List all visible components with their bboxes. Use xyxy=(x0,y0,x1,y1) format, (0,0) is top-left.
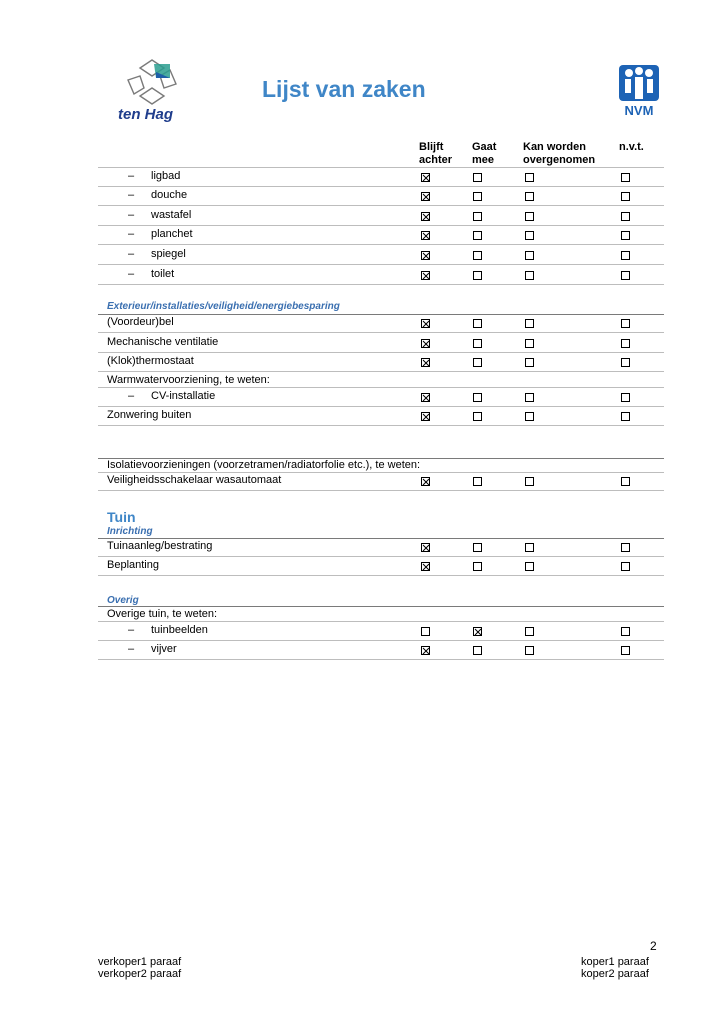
section-heading-tuin: Tuin xyxy=(107,509,136,525)
footer-left xyxy=(98,956,181,980)
checkbox-unchecked[interactable] xyxy=(525,627,534,636)
checkbox-unchecked[interactable] xyxy=(621,173,630,182)
checkbox-unchecked[interactable] xyxy=(525,412,534,421)
cross-mark-icon xyxy=(422,320,431,329)
col-header-line: n.v.t. xyxy=(619,141,644,153)
checkbox-checked[interactable] xyxy=(473,627,482,636)
row-label: ligbad xyxy=(151,170,181,182)
row-label: planchet xyxy=(151,228,193,240)
col-header-line: overgenomen xyxy=(523,154,596,166)
list-dash: – xyxy=(128,209,135,221)
col-header-gaat-mee xyxy=(472,141,496,167)
verkoper2-paraaf: verkoper2 paraaf xyxy=(98,968,182,980)
checkbox-checked[interactable] xyxy=(421,173,430,182)
row-divider xyxy=(98,371,664,372)
checkbox-unchecked[interactable] xyxy=(473,173,482,182)
checkbox-unchecked[interactable] xyxy=(525,543,534,552)
checkbox-unchecked[interactable] xyxy=(525,477,534,486)
col-header-line: Gaat xyxy=(472,141,497,153)
section-label: Exterieur/installaties/veiligheid/energiebesparing xyxy=(107,301,340,312)
checkbox-unchecked[interactable] xyxy=(525,562,534,571)
row-label: spiegel xyxy=(151,248,186,260)
checkbox-unchecked[interactable] xyxy=(621,543,630,552)
row-divider xyxy=(98,659,664,660)
checkbox-checked[interactable] xyxy=(421,358,430,367)
row-label: Isolatievoorzieningen (voorzetramen/radiatorfolie etc.), te weten: xyxy=(107,459,421,471)
list-dash: – xyxy=(128,228,135,240)
checkbox-checked[interactable] xyxy=(421,271,430,280)
section-label: Inrichting xyxy=(107,526,153,537)
koper2-paraaf: koper2 paraaf xyxy=(581,968,649,980)
cross-mark-icon xyxy=(422,213,431,222)
checkbox-unchecked[interactable] xyxy=(621,339,630,348)
checkbox-unchecked[interactable] xyxy=(525,271,534,280)
checkbox-unchecked[interactable] xyxy=(621,358,630,367)
checkbox-unchecked[interactable] xyxy=(473,212,482,221)
section-divider xyxy=(98,538,664,539)
row-label: Overige tuin, te weten: xyxy=(107,608,218,620)
cross-mark-icon xyxy=(422,193,431,202)
row-divider xyxy=(98,332,664,333)
col-header-line: achter xyxy=(419,154,453,166)
col-header-blijft-achter xyxy=(419,141,452,167)
list-dash: – xyxy=(128,268,135,280)
checkbox-unchecked[interactable] xyxy=(473,339,482,348)
row-divider xyxy=(98,575,664,576)
checkbox-unchecked[interactable] xyxy=(473,646,482,655)
header-divider xyxy=(98,167,664,168)
checkbox-checked[interactable] xyxy=(421,339,430,348)
row-label: Tuinaanleg/bestrating xyxy=(107,540,213,552)
row-divider xyxy=(98,556,664,557)
row-label: tuinbeelden xyxy=(151,624,208,636)
checkbox-unchecked[interactable] xyxy=(421,627,430,636)
section-divider xyxy=(98,606,664,607)
checkbox-checked[interactable] xyxy=(421,543,430,552)
checkbox-unchecked[interactable] xyxy=(621,251,630,260)
checkbox-checked[interactable] xyxy=(421,393,430,402)
row-divider xyxy=(98,490,664,491)
row-label: Beplanting xyxy=(107,559,159,571)
cross-mark-icon xyxy=(422,478,431,487)
checkbox-unchecked[interactable] xyxy=(621,271,630,280)
section-label: Overig xyxy=(107,595,139,606)
row-label: CV-installatie xyxy=(151,390,216,402)
nvm-logo-icon xyxy=(617,63,661,103)
row-label: wastafel xyxy=(151,209,192,221)
cross-mark-icon xyxy=(422,174,431,183)
checkbox-unchecked[interactable] xyxy=(525,173,534,182)
cross-mark-icon xyxy=(422,272,431,281)
checkbox-unchecked[interactable] xyxy=(525,393,534,402)
list-dash: – xyxy=(128,390,135,402)
checkbox-unchecked[interactable] xyxy=(621,393,630,402)
cross-mark-icon xyxy=(422,232,431,241)
col-header-line: Blijft xyxy=(419,141,444,153)
section-divider xyxy=(98,314,664,315)
nvm-brand-text: NVM xyxy=(624,103,654,118)
footer-right xyxy=(581,956,649,980)
checkbox-unchecked[interactable] xyxy=(525,646,534,655)
col-header-line: mee xyxy=(472,154,495,166)
list-dash: – xyxy=(128,248,135,260)
checkbox-unchecked[interactable] xyxy=(621,627,630,636)
cross-mark-icon xyxy=(422,340,431,349)
cross-mark-icon xyxy=(474,628,483,637)
checkbox-unchecked[interactable] xyxy=(621,562,630,571)
checkbox-unchecked[interactable] xyxy=(473,271,482,280)
row-divider xyxy=(98,621,664,622)
row-label: vijver xyxy=(151,643,177,655)
checkbox-unchecked[interactable] xyxy=(525,319,534,328)
checkbox-checked[interactable] xyxy=(421,562,430,571)
checkbox-unchecked[interactable] xyxy=(525,231,534,240)
page-title: Lijst van zaken xyxy=(262,76,426,102)
checkbox-unchecked[interactable] xyxy=(525,212,534,221)
nvm-logo xyxy=(617,63,661,123)
checkbox-checked[interactable] xyxy=(421,412,430,421)
cross-mark-icon xyxy=(422,544,431,553)
row-divider xyxy=(98,264,664,265)
checkbox-unchecked[interactable] xyxy=(525,358,534,367)
checkbox-unchecked[interactable] xyxy=(473,358,482,367)
checkbox-unchecked[interactable] xyxy=(473,393,482,402)
cross-mark-icon xyxy=(422,563,431,572)
row-label: douche xyxy=(151,189,188,201)
checkbox-unchecked[interactable] xyxy=(621,412,630,421)
row-label: Zonwering buiten xyxy=(107,409,192,421)
checkbox-unchecked[interactable] xyxy=(525,192,534,201)
row-divider xyxy=(98,186,664,187)
checkbox-unchecked[interactable] xyxy=(621,192,630,201)
list-dash: – xyxy=(128,170,135,182)
checkbox-checked[interactable] xyxy=(421,319,430,328)
row-divider xyxy=(98,387,664,388)
checkbox-unchecked[interactable] xyxy=(621,477,630,486)
col-header-nvt xyxy=(619,141,644,154)
checkbox-checked[interactable] xyxy=(421,477,430,486)
windmill-logo-icon xyxy=(126,58,178,106)
row-label: toilet xyxy=(151,268,175,280)
checkbox-unchecked[interactable] xyxy=(473,231,482,240)
checkbox-unchecked[interactable] xyxy=(525,339,534,348)
checkbox-unchecked[interactable] xyxy=(473,477,482,486)
checkbox-checked[interactable] xyxy=(421,646,430,655)
row-divider xyxy=(98,225,664,226)
row-label: Veiligheidsschakelaar wasautomaat xyxy=(107,474,282,486)
cross-mark-icon xyxy=(422,394,431,403)
row-divider xyxy=(98,284,664,285)
cross-mark-icon xyxy=(422,252,431,261)
row-divider xyxy=(98,244,664,245)
list-dash: – xyxy=(128,189,135,201)
checkbox-unchecked[interactable] xyxy=(473,543,482,552)
page-number: 2 xyxy=(650,939,657,953)
checkbox-unchecked[interactable] xyxy=(473,251,482,260)
checkbox-unchecked[interactable] xyxy=(621,231,630,240)
checkbox-checked[interactable] xyxy=(421,212,430,221)
checkbox-unchecked[interactable] xyxy=(473,319,482,328)
row-divider xyxy=(98,640,664,641)
row-divider xyxy=(98,205,664,206)
list-dash: – xyxy=(128,643,135,655)
checkbox-checked[interactable] xyxy=(421,251,430,260)
koper1-paraaf: koper1 paraaf xyxy=(581,956,649,968)
list-dash: – xyxy=(128,624,135,636)
row-divider xyxy=(98,472,664,473)
row-label: Mechanische ventilatie xyxy=(107,336,219,348)
checkbox-unchecked[interactable] xyxy=(621,319,630,328)
col-header-line: Kan worden xyxy=(523,141,586,153)
row-label: (Voordeur)bel xyxy=(107,316,174,328)
cross-mark-icon xyxy=(422,359,431,368)
checkbox-unchecked[interactable] xyxy=(473,412,482,421)
col-header-kan-worden-overgenomen xyxy=(523,141,595,167)
row-divider xyxy=(98,352,664,353)
cross-mark-icon xyxy=(422,647,431,656)
verkoper1-paraaf: verkoper1 paraaf xyxy=(98,956,182,968)
checkbox-checked[interactable] xyxy=(421,231,430,240)
checkbox-unchecked[interactable] xyxy=(473,192,482,201)
row-divider xyxy=(98,406,664,407)
checkbox-checked[interactable] xyxy=(421,192,430,201)
row-divider xyxy=(98,425,664,426)
checkbox-unchecked[interactable] xyxy=(473,562,482,571)
ten-hag-logo xyxy=(118,58,188,128)
checkbox-unchecked[interactable] xyxy=(525,251,534,260)
checkbox-unchecked[interactable] xyxy=(621,212,630,221)
row-label: Warmwatervoorziening, te weten: xyxy=(107,374,270,386)
ten-hag-brand-text: ten Hag xyxy=(118,106,174,123)
cross-mark-icon xyxy=(422,413,431,422)
checkbox-unchecked[interactable] xyxy=(621,646,630,655)
row-label: (Klok)thermostaat xyxy=(107,355,194,367)
